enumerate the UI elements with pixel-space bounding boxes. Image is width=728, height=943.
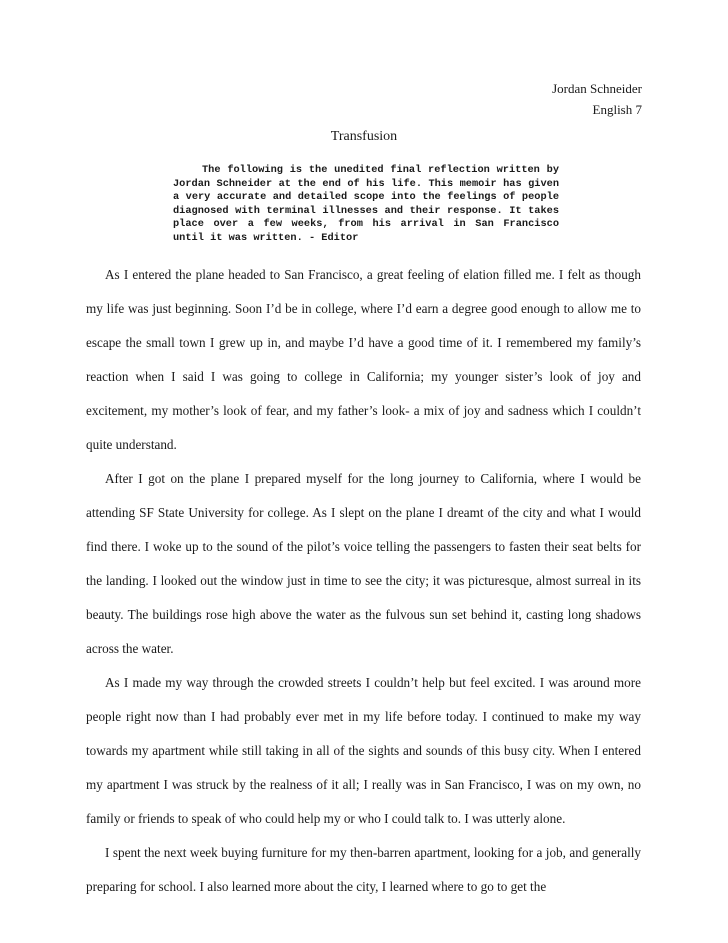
- document-header: [552, 78, 642, 120]
- memoir-body: [86, 258, 641, 904]
- paragraph-1: As I entered the plane headed to San Francisco, a great feeling of elation filled me. I felt as though my life was just beginning. Soon I’d be in college, where I’d earn a degree good enough to allow me to escape the small town I grew up in, and maybe I’d have a good time of it. I remembered my family’s reaction when I said I was going to college in California; my younger sister’s look of joy and excitement, my mother’s look of fear, and my father’s look- a mix of joy and sadness which I couldn’t quite understand.: [86, 267, 641, 452]
- course-name: English 7: [592, 102, 642, 117]
- editor-note: [173, 164, 559, 246]
- editor-note-text: The following is the unedited final reflection written by Jordan Schneider at the end of his life. This memoir has given a very accurate and detailed scope into the feelings of people diagnosed with terminal illnesses and their response. It takes place over a few weeks, from his arrival in San Francisco until it was written. - Editor: [173, 164, 559, 244]
- paragraph-2: After I got on the plane I prepared myself for the long journey to California, where I would be attending SF State University for college. As I slept on the plane I dreamt of the city and what I would find there. I woke up to the sound of the pilot’s voice telling the passengers to fasten their seat belts for the landing. I looked out the window just in time to see the city; it was picturesque, almost surreal in its beauty. The buildings rose high above the water as the fulvous sun set behind it, casting long shadows across the water.: [86, 471, 641, 656]
- document-title: Transfusion: [330, 129, 398, 144]
- author-name: Jordan Schneider: [552, 81, 642, 96]
- paragraph-3: As I made my way through the crowded streets I couldn’t help but feel excited. I was around more people right now than I had probably ever met in my life before today. I continued to make my way towards my apartment while still taking in all of the sights and sounds of this busy city. When I entered my apartment I was struck by the realness of it all; I really was in San Francisco, I was on my own, no family or friends to speak of who could help my or who I could talk to. I was utterly alone.: [86, 675, 641, 826]
- paragraph-4: I spent the next week buying furniture for my then-barren apartment, looking for a job, and generally preparing for school. I also learned more about the city, I learned where to go to get the: [86, 845, 641, 894]
